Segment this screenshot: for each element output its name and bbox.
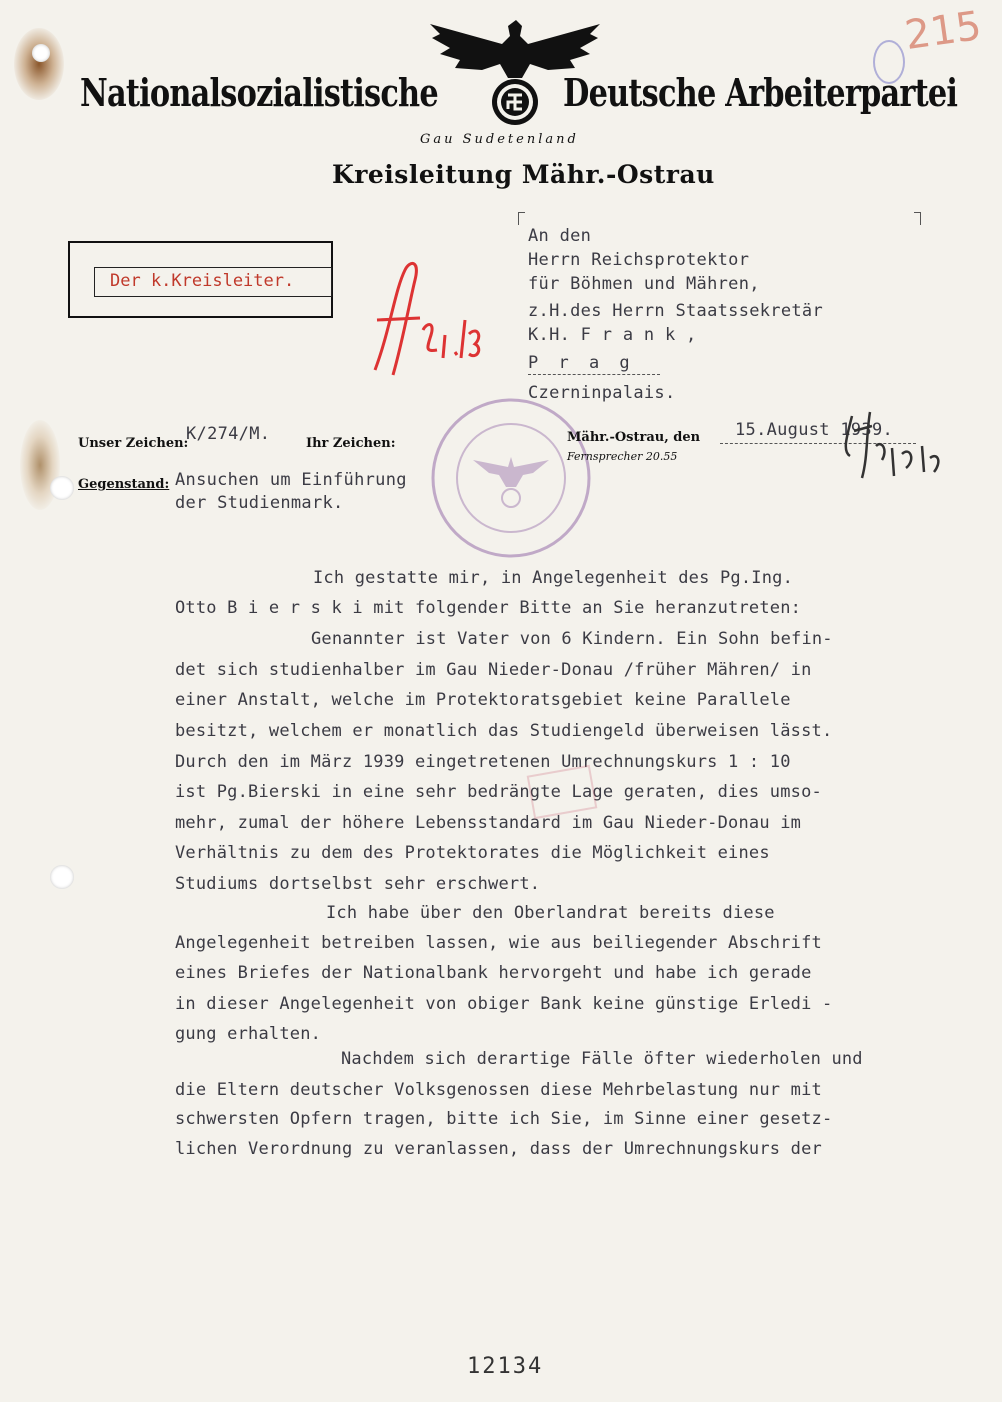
subject-line-1: Ansuchen um Einführung: [175, 470, 407, 490]
subject-label: Gegenstand:: [78, 477, 170, 492]
kreisleitung-label: Kreisleitung Mähr.-Ostrau: [332, 160, 715, 189]
faint-red-stamp: [527, 765, 598, 819]
body-line: ist Pg.Bierski in eine sehr bedrängte Lage geraten, dies umso-: [175, 782, 822, 802]
date-value: 15.August 1939.: [735, 420, 894, 440]
body-line: Nachdem sich derartige Fälle öfter wiederholen und: [341, 1049, 863, 1069]
body-line: Durch den im März 1939 eingetretenen Umrechnungskurs 1 : 10: [175, 752, 791, 772]
punch-hole: [32, 44, 50, 62]
body-line: lichen Verordnung zu veranlassen, dass der Umrechnungskurs der: [175, 1139, 822, 1159]
our-reference-label: Unser Zeichen:: [78, 436, 189, 451]
prag-underline: [528, 374, 660, 375]
red-handwritten-mark-icon: [365, 240, 495, 380]
rust-stain: [14, 28, 64, 100]
address-bracket-left: [518, 212, 525, 225]
phone-label: Fernsprecher 20.55: [567, 450, 678, 463]
place-date-label: Mähr.-Ostrau, den: [567, 430, 701, 445]
gau-label: Gau Sudetenland: [420, 132, 579, 147]
body-line: schwersten Opfern tragen, bitte ich Sie, im Sinne einer gesetz-: [175, 1109, 833, 1129]
archive-mark: 215: [902, 2, 985, 60]
body-line: mehr, zumal der höhere Lebensstandard im Gau Nieder-Donau im: [175, 813, 802, 833]
body-line: Genannter ist Vater von 6 Kindern. Ein Sohn befin-: [311, 629, 833, 649]
your-reference-label: Ihr Zeichen:: [306, 436, 396, 451]
handwritten-initial: [365, 382, 370, 383]
body-line: in dieser Angelegenheit von obiger Bank keine günstige Erledi -: [175, 994, 833, 1014]
recipient-line-3: für Böhmen und Mähren,: [528, 274, 760, 294]
party-name-left: Nationalsozialistische: [80, 70, 438, 115]
party-name-right: Deutsche Arbeiterpartei: [563, 70, 958, 115]
body-line: Ich habe über den Oberlandrat bereits diese: [326, 903, 775, 923]
footer-number: 12134: [467, 1354, 544, 1379]
recipient-line-5: K.H. F r a n k ,: [528, 325, 697, 345]
body-line: eines Briefes der Nationalbank hervorgeht und habe ich gerade: [175, 963, 812, 983]
our-reference-value: K/274/M.: [186, 424, 271, 444]
signature-scribble-icon: [832, 406, 962, 488]
stamp-kreisleiter: Der k.Kreisleiter.: [110, 271, 295, 291]
body-line: det sich studienhalber im Gau Nieder-Donau /früher Mähren/ in: [175, 660, 812, 680]
address-bracket-right: [914, 212, 921, 225]
recipient-line-1: An den: [528, 226, 592, 246]
office-seal-icon: [428, 395, 594, 561]
body-line: gung erhalten.: [175, 1024, 322, 1044]
body-line: Angelegenheit betreiben lassen, wie aus beiliegender Abschrift: [175, 933, 822, 953]
body-line: einer Anstalt, welche im Protektoratsgebiet keine Parallele: [175, 690, 791, 710]
body-line: besitzt, welchem er monatlich das Studiengeld überweisen lässt.: [175, 721, 833, 741]
recipient-line-7: Czerninpalais.: [528, 383, 676, 403]
punch-hole: [50, 476, 74, 500]
subject-line-2: der Studienmark.: [175, 493, 344, 513]
recipient-line-2: Herrn Reichsprotektor: [528, 250, 750, 270]
body-line: Otto B i e r s k i mit folgender Bitte an Sie heranzutreten:: [175, 598, 802, 618]
body-line: die Eltern deutscher Volksgenossen diese Mehrbelastung nur mit: [175, 1080, 822, 1100]
recipient-line-4: z.H.des Herrn Staatssekretär: [528, 301, 823, 321]
punch-hole: [50, 865, 74, 889]
recipient-line-6: P r a g: [528, 353, 635, 373]
body-line: Verhältnis zu dem des Protektorates die Möglichkeit eines: [175, 843, 770, 863]
body-line: Ich gestatte mir, in Angelegenheit des Pg.Ing.: [313, 568, 794, 588]
body-line: Studiums dortselbst sehr erschwert.: [175, 874, 541, 894]
